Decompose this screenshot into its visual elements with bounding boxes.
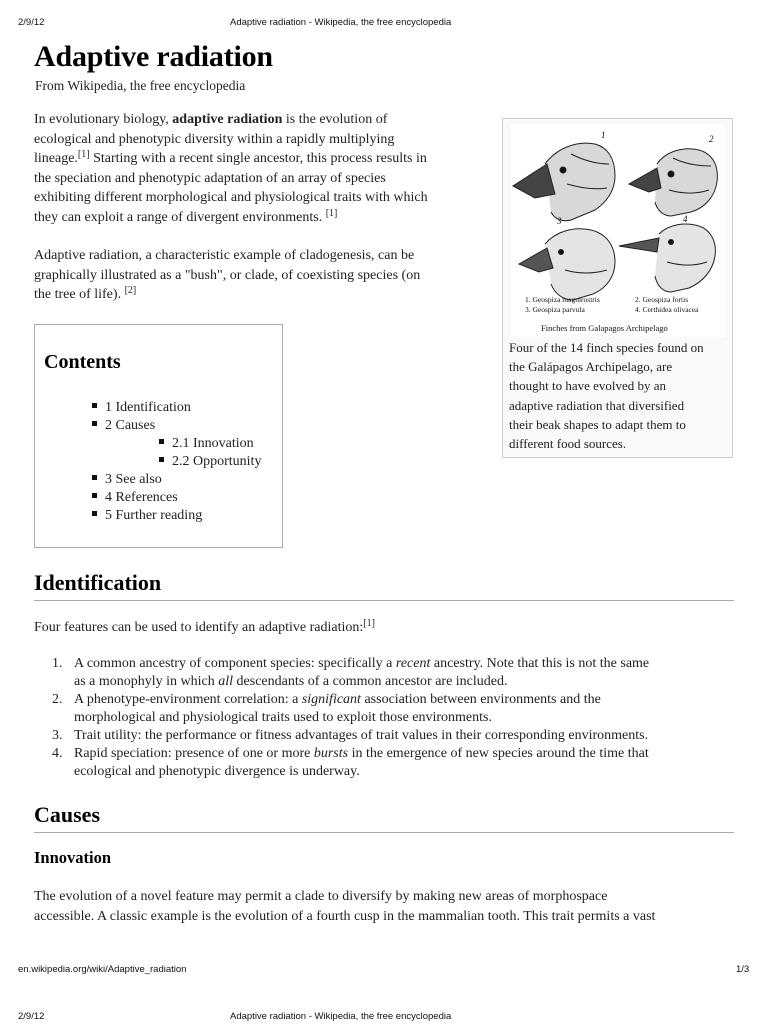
bullet-icon [159,439,164,444]
innovation-line-1: The evolution of a novel feature may permit a clade to diversify by making new areas of morphospace [34,889,608,904]
list-text: ecological and phenotypic divergence is underway. [74,764,360,780]
toc-item-opportunity[interactable] [159,454,261,470]
figure-label-1: 1 [601,130,606,140]
list-item [52,745,742,781]
list-text: A common ancestry of component species: specifically a [74,656,393,671]
plate-caption: Finches from Galapagos Archipelago [541,323,668,333]
list-number: 1. [52,656,63,671]
list-item [52,655,742,691]
list-emphasis: bursts [313,746,349,761]
list-number: 2. [52,692,63,707]
intro-lead: In evolutionary biology, [34,112,169,127]
next-page-title: Adaptive radiation - Wikipedia, the free encyclopedia [230,1011,452,1022]
toc-item-label[interactable]: 2.2 Opportunity [172,454,262,469]
print-date: 2/9/12 [18,17,45,28]
intro-line-6: they can exploit a range of divergent environments. [34,209,323,225]
citation-link[interactable]: [1] [325,207,338,219]
section-heading-identification: Identification [34,570,162,595]
list-number: 4. [52,746,63,761]
page-subtitle: From Wikipedia, the free encyclopedia [35,78,246,93]
toc-item-innovation[interactable] [159,436,254,452]
list-text: as a monophyly in which [74,674,215,690]
identification-intro-text: Four features can be used to identify an adaptive radiation: [34,620,364,635]
toc-item-label[interactable]: 1 Identification [105,400,191,415]
toc-item-label[interactable]: 3 See also [105,472,162,487]
caption-line: the Galápagos Archipelago, are [509,359,673,375]
toc-item-identification[interactable] [92,400,191,416]
section-heading-causes: Causes [34,802,101,827]
finch-illustration[interactable] [511,124,725,337]
toc-item-label[interactable]: 5 Further reading [105,508,203,523]
figure-caption [509,338,731,453]
citation-link[interactable]: [2] [124,285,137,296]
toc-item-references[interactable] [92,490,178,506]
list-emphasis: recent [395,656,431,671]
list-number: 3. [52,728,63,743]
figure-label-2: 2 [709,134,714,144]
list-text: A phenotype-environment correlation: a [74,692,299,707]
toc-item-label[interactable]: 2.1 Innovation [172,436,254,451]
list-text: ancestry. Note that this is not the same [433,656,650,671]
legend-3: 3. Geospiza parvula [525,305,585,314]
toc-item-label[interactable]: 2 Causes [105,418,156,433]
list-text: Rapid speciation: presence of one or more [74,746,311,761]
caption-line: different food sources. [509,436,627,452]
caption-line: their beak shapes to adapt them to [509,416,686,432]
finch-figure [502,118,733,458]
intro2-line-1: Adaptive radiation, a characteristic example of cladogenesis, can be [34,248,415,263]
section-divider [34,600,734,601]
next-page-date: 2/9/12 [18,1011,45,1022]
table-of-contents [34,324,283,548]
innovation-line-2: accessible. A classic example is the evolution of a fourth cusp in the mammalian tooth. This trait permits a vast [34,908,656,924]
bullet-icon [159,457,164,462]
intro-line-3b: Starting with a recent single ancestor, this process results in [93,151,427,166]
legend-1: 1. Geospiza magnirostris [525,295,600,304]
citation-link[interactable]: [1] [77,149,90,160]
list-text: in the emergence of new species around the time that [351,746,649,761]
list-item [52,691,742,727]
list-emphasis: all [218,674,234,690]
figure-label-4: 4 [683,214,688,224]
toc-item-causes[interactable] [92,418,155,434]
caption-line: adaptive radiation that diversified [509,397,685,413]
figure-label-3: 3 [557,216,562,226]
intro-paragraph-2 [34,246,484,305]
list-text: morphological and physiological traits used to exploit those environments. [74,710,492,726]
list-text: Trait utility: the performance or fitness advantages of trait values in their corresponding environments. [74,728,649,743]
intro-line-5: exhibiting different morphological and physiological traits with which [34,190,428,205]
intro-line-4: the speciation and phenotypic adaptation of an array of species [34,170,386,186]
citation-link[interactable]: [1] [363,618,375,629]
intro2-line-3: the tree of life). [34,287,122,302]
caption-line: Four of the 14 finch species found on [509,340,704,355]
footer-url: en.wikipedia.org/wiki/Adaptive_radiation [18,964,187,975]
bullet-icon [92,511,97,516]
subsection-heading-innovation: Innovation [34,848,112,867]
intro-paragraph-1 [34,110,484,227]
toc-item-label[interactable]: 4 References [105,490,178,505]
bullet-icon [92,475,97,480]
page-title: Adaptive radiation [34,40,273,73]
legend-2: 2. Geospiza fortis [635,295,689,304]
caption-line: thought to have evolved by an [509,378,667,394]
legend-4: 4. Certhidea olivacea [635,305,699,314]
bullet-icon [92,403,97,408]
intro-term: adaptive radiation [172,112,283,127]
identification-intro [34,618,734,638]
list-item [52,727,742,745]
toc-title: Contents [44,351,121,373]
list-emphasis: significant [301,692,361,707]
print-title: Adaptive radiation - Wikipedia, the free encyclopedia [230,17,452,28]
intro-line-3a: lineage. [34,151,78,166]
list-text: association between environments and the [364,692,601,707]
toc-item-further-reading[interactable] [92,508,202,524]
finch-drawing [511,124,725,337]
toc-item-see-also[interactable] [92,472,162,488]
innovation-paragraph [34,887,744,926]
intro2-line-2: graphically illustrated as a "bush", or clade, of coexisting species (on [34,267,421,283]
section-divider [34,832,734,833]
intro-rest: is the evolution of [285,112,388,127]
bullet-icon [92,493,97,498]
intro-line-2: ecological and phenotypic diversity within a rapidly multiplying [34,131,395,147]
list-text: descendants of a common ancestor are included. [236,674,508,690]
bullet-icon [92,421,97,426]
footer-page-number: 1/3 [736,964,750,975]
